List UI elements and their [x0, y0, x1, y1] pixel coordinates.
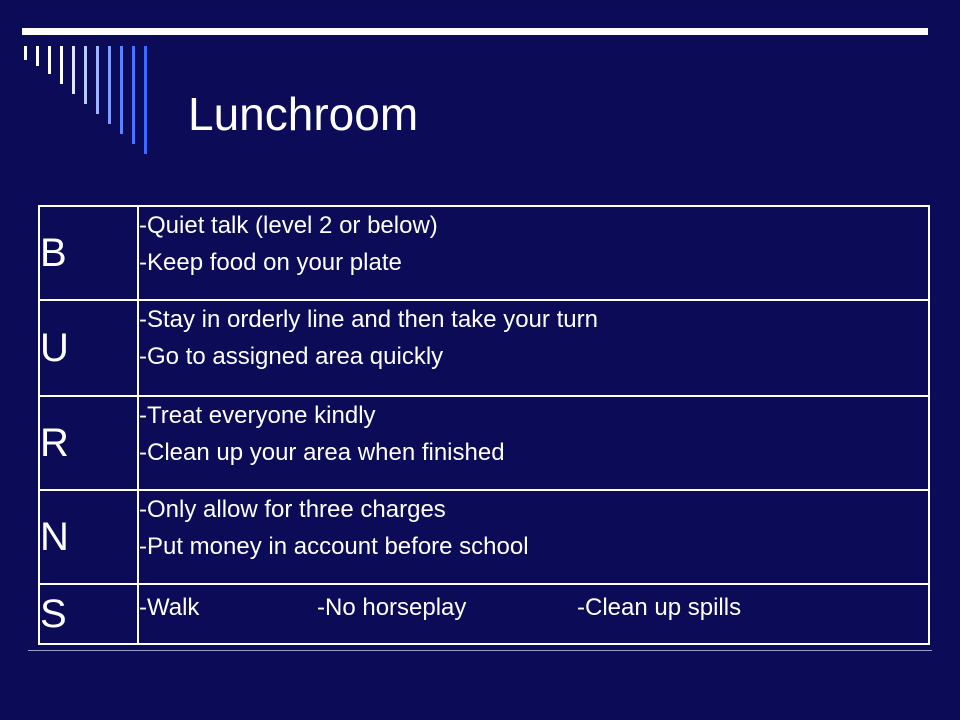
row-items-cell [138, 206, 929, 300]
row-letter-cell: N [39, 490, 138, 584]
rule-item: -Keep food on your plate [139, 249, 402, 277]
table-row [39, 490, 929, 584]
row-letter-cell: R [39, 396, 138, 490]
table-row [39, 206, 929, 300]
stripe-9 [120, 46, 123, 134]
rule-item: -Clean up your area when finished [139, 439, 505, 467]
decorative-stripes [22, 46, 162, 156]
slide-title: Lunchroom [188, 88, 419, 140]
table-row [39, 584, 929, 644]
stripe-5 [72, 46, 75, 94]
row-items-cell [138, 300, 929, 396]
rule-item: -Quiet talk (level 2 or below) [139, 212, 438, 239]
rule-item: -Go to assigned area quickly [139, 343, 444, 371]
stripe-1 [24, 46, 27, 60]
burns-rules-table [38, 205, 930, 645]
bottom-rule [28, 650, 932, 651]
row-items-cell [138, 396, 929, 490]
stripe-7 [96, 46, 99, 114]
rule-item: -Clean up spills [577, 594, 742, 621]
rule-item: -Stay in orderly line and then take your turn [139, 306, 598, 333]
rule-item: -Walk [139, 594, 200, 621]
rule-item: -Treat everyone kindly [139, 402, 376, 429]
top-white-rule [22, 28, 928, 35]
stripe-10 [132, 46, 135, 144]
rule-item: -Put money in account before school [139, 533, 529, 561]
stripe-2 [36, 46, 39, 66]
stripe-3 [48, 46, 51, 74]
row-items-cell [138, 490, 929, 584]
rule-item: -No horseplay [317, 594, 467, 621]
table-row [39, 300, 929, 396]
rule-item: -Only allow for three charges [139, 496, 446, 523]
stripe-11 [144, 46, 147, 154]
row-letter-cell: U [39, 300, 138, 396]
stripe-8 [108, 46, 111, 124]
stripe-4 [60, 46, 63, 84]
table-row [39, 396, 929, 490]
row-items-cell [138, 584, 929, 644]
stripe-6 [84, 46, 87, 104]
row-letter-cell: S [39, 584, 138, 644]
row-letter-cell: B [39, 206, 138, 300]
